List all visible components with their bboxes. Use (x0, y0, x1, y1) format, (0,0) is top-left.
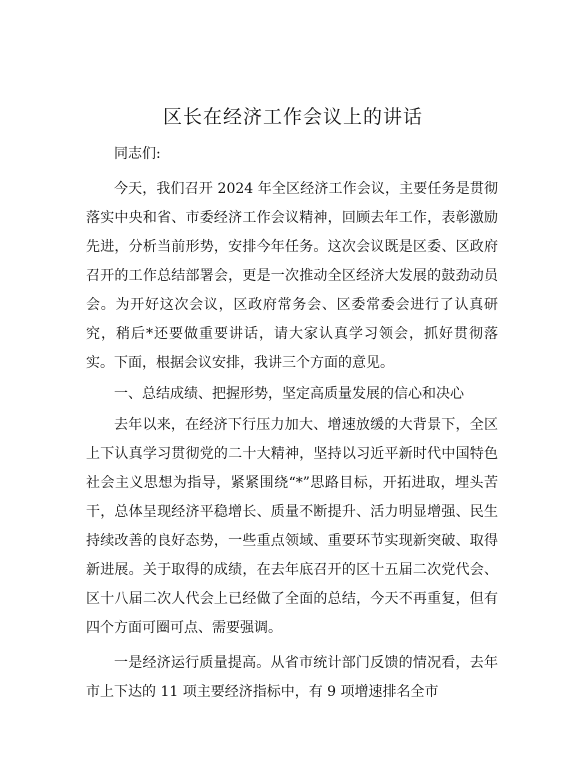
salutation: 同志们: (114, 146, 161, 162)
paragraph-point-one: 一是经济运行质量提高。从省市统计部门反馈的情况看，去年市上下达的 11 项主要经济指标中，有 9 项增速排名全市 (86, 655, 498, 700)
paragraph-achievements: 去年以来，在经济下行压力加大、增速放缓的大背景下，全区上下认真学习贯彻党的二十大精神，坚持以习近平新时代中国特色社会主义思想为指导，紧紧围绕“*”思路目标，开拓进取，埋头苦干，总体呈现经济平稳增长、质量不断提升、活力明显增强、民生持续改善的良好态势，一些重点领域、重要环节实现新突破、取得新进展。关于取得的成绩，在去年底召开的区十五届二次党代会、区十八届二次人代会上已经做了全面的总结，今天不再重复，但有四个方面可圈可点、需要强调。 (86, 417, 498, 636)
paragraph-opening: 今天，我们召开 2024 年全区经济工作会议，主要任务是贯彻落实中央和省、市委经济工作会议精神，回顾去年工作，表彰激励先进，分析当前形势，安排今年任务。这次会议既是区委、区政府召开的工作总结部署会，更是一次推动全区经济大发展的鼓劲动员会。为开好这次会议，区政府常务会、区委常委会进行了认真研究，稍后*还要做重要讲话，请大家认真学习领会，抓好贯彻落实。下面，根据会议安排，我讲三个方面的意见。 (86, 181, 498, 371)
section-heading: 一、总结成绩、把握形势，坚定高质量发展的信心和决心 (114, 386, 464, 402)
document-title: 区长在经济工作会议上的讲话 (162, 106, 423, 128)
document-body (86, 140, 498, 707)
